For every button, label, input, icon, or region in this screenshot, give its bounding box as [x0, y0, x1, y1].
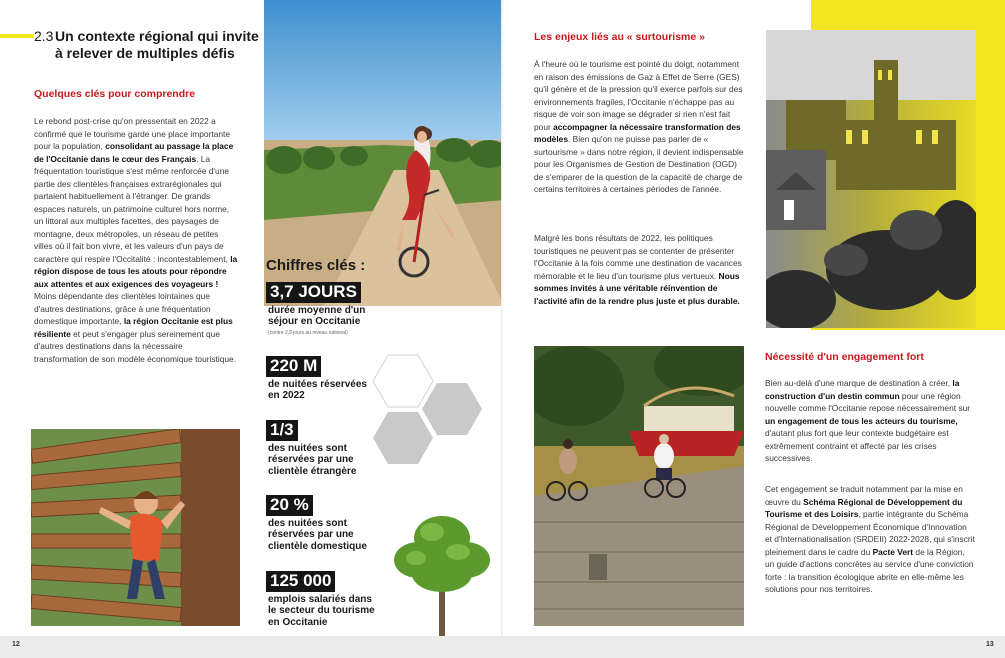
stat-average-stay	[266, 282, 378, 336]
right-page	[503, 0, 1005, 646]
stat-foreign-share	[266, 420, 368, 477]
stat-value: 20 %	[266, 495, 313, 516]
stat-value: 1/3	[266, 420, 298, 441]
stat-description: durée moyenne d'un séjour en Occitanie	[268, 304, 366, 328]
left-page	[0, 0, 503, 646]
left-body-paragraph: Le rebond post-crise qu'on pressentait en 2022 a confirmé que le tourisme garde une place importante pour la population, consolidant au passage la place de l'Occitanie dans le cœur des Français. La fréquentation touristique s'est même renforcée d'une partie des clientèles françaises extrarégionales qui partaient habituellement à l'étranger. De grands espaces naturels, un patrimoine culturel hors norme, un littoral aux multiples facettes, des paysages de montagne, deux métropoles, un réseau de petites villes où il fait bon vivre, et les valeurs d'un pays de caractère qui respire l'Occitalité : incontestablement, la région dispose de tous les atouts pour répondre aux attentes et aux exigences des voyageurs ! Moins dépendante des clientèles lointaines que d'autres destinations, grâce à une fréquentation domestique importante, la région Occitanie est plus résiliente et peut s'engager plus sereinement que d'autres destinations dans la nécessaire transformation de son modèle économique touristique.	[34, 116, 238, 364]
stat-value: 220 M	[266, 356, 321, 377]
canal-cyclists-photo	[534, 346, 744, 626]
stat-description: emplois salariés dans le secteur du tourisme en Occitanie	[268, 593, 375, 628]
stat-description: des nuitées sont réservées par une clientèle domestique	[268, 517, 367, 552]
stat-nights	[266, 356, 368, 402]
right-heading-overtourism: Les enjeux liés au « surtourisme »	[534, 31, 705, 43]
commitment-paragraph-1: Bien au-delà d'une marque de destination à créer, la construction d'un destin commun pour une région nouvelle comme l'Occitanie repose nécessairement sur un engagement de tous les acteurs du tourisme, d'autant plus fort que leur contexte budgétaire est extrêmement contraint et affecté par les crises successives.	[765, 378, 971, 463]
section-title: Un contexte régional qui invite à relever de multiples défis	[55, 28, 259, 61]
stat-jobs	[266, 571, 378, 628]
stat-value: 3,7 JOURS	[266, 282, 361, 303]
right-heading-commitment: Nécessité d'un engagement fort	[765, 351, 924, 363]
page-number-right: 13	[986, 641, 994, 648]
commitment-paragraph-2: Cet engagement se traduit notamment par la mise en œuvre du Schéma Régional de Développement du Tourisme et des Loisirs, partie intégrante du Schéma Régional de Développement Économique d'Innovation et d'Internationalisation (SRDEII) 2022-2028, qui s'inscrit pleinement dans le cadre du Pacte Vert de la Région, un guide d'actions concrètes au service d'une conviction forte : la transition écologique abrite en elle-même les solutions pour nos territoires.	[765, 484, 975, 594]
stat-domestic-share	[266, 495, 368, 552]
page-number-left: 12	[12, 641, 20, 648]
overtourism-paragraph-1: À l'heure où le tourisme est pointé du doigt, notamment en raison des émissions de Gaz à Effet de Serre (GES) qu'il génère et de la pression qu'il exerce parfois sur des environnements fragiles, l'Occitanie n'échappe pas au risque de voir son image se dégrader si rien n'est fait pour accompagner la nécessaire transformation des modèles. Bien qu'on ne puisse pas parler de « surtourisme » dans notre région, il devient indispensable pour les Organismes de Gestion de Destination (OGD) de s'emparer de la question de la capacité de charge de certains territoires à certaines périodes de l'année.	[534, 59, 744, 194]
footer-bar	[0, 636, 1005, 658]
section-marker-line	[0, 34, 34, 38]
stat-description: des nuitées sont réservées par une clientèle étrangère	[268, 442, 357, 477]
stat-description: de nuitées réservées en 2022	[268, 378, 367, 402]
overtourism-paragraph-2: Malgré les bons résultats de 2022, les politiques touristiques ne peuvent pas se contenter de présenter l'Occitanie à la fois comme une destination de vacances mémorable et le lieu d'un tourisme plus vertueux. Nous sommes invités à une véritable réinvention de l'activité afin de la rendre plus juste et plus durable.	[534, 233, 742, 306]
key-figures-title: Chiffres clés :	[266, 257, 366, 274]
left-subtitle: Quelques clés pour comprendre	[34, 88, 196, 100]
section-number: 2.3	[34, 28, 54, 44]
climbing-child-photo	[31, 429, 240, 626]
stat-value: 125 000	[266, 571, 335, 592]
stat-note: (contre 2,9 jours au niveau national)	[268, 329, 348, 336]
tree-illustration	[388, 508, 496, 646]
hexagon-decoration	[372, 352, 484, 468]
city-cathedral-photo	[766, 30, 976, 328]
